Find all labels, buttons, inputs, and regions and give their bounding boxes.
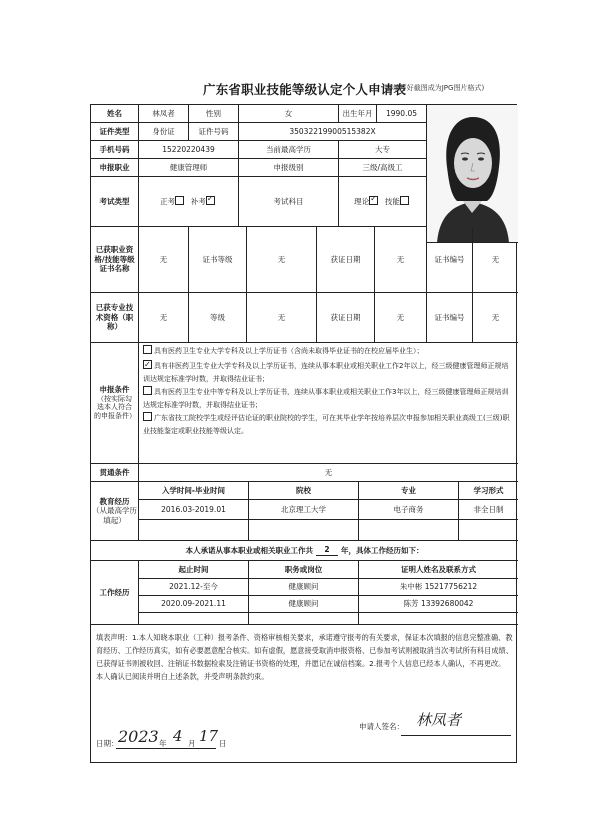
cert1-no-label: 证书编号	[427, 227, 473, 293]
conditions-note: （按实际勾选本人符合的申报条件）	[94, 394, 136, 421]
work-history-label: 工作经历	[91, 561, 139, 625]
edu-header-period: 入学时间-毕业时间	[139, 482, 249, 500]
cert1-label: 已获职业资格/技能等级证书名称	[91, 227, 139, 293]
edu-row-period: 2016.03-2019.01	[139, 500, 249, 520]
through-value: 无	[139, 464, 518, 482]
level-value: 三级/高级工	[339, 159, 427, 177]
edu-header-school: 院校	[249, 482, 359, 500]
work-empty-cell	[249, 613, 359, 625]
work-header-period: 起止时间	[139, 561, 249, 579]
cert2-date-value: 无	[375, 293, 427, 343]
work-row-period: 2021.12-至今	[139, 579, 249, 596]
id-type-label: 证件类型	[91, 123, 139, 141]
name-value: 林凤者	[139, 105, 189, 123]
date-month-unit: 月	[188, 739, 196, 748]
option-theory[interactable]: 理论✓	[354, 196, 380, 206]
theory-checkbox[interactable]	[369, 196, 378, 205]
cert1-grade-label: 证书等级	[189, 227, 247, 293]
work-row-position: 健康顾问	[249, 596, 359, 613]
applicant-photo	[427, 105, 518, 243]
work-years: 2	[316, 545, 338, 555]
edu-empty-cell	[459, 520, 518, 541]
cert2-no-label: 证书编号	[427, 293, 473, 343]
education-label: 当前最高学历	[239, 141, 339, 159]
portrait-image	[427, 105, 518, 243]
edu-row-mode: 非全日制	[459, 500, 518, 520]
work-empty-cell	[139, 613, 249, 625]
date-day: 17	[199, 727, 219, 745]
edu-header-mode: 学习形式	[459, 482, 518, 500]
birth-label: 出生年月	[339, 105, 377, 123]
condition-3-checkbox[interactable]	[143, 386, 152, 395]
work-row-reference: 朱中彬 15217756212	[359, 579, 518, 596]
work-empty-cell	[359, 613, 518, 625]
edu-header-major: 专业	[359, 482, 459, 500]
condition-item[interactable]: 具有医药卫生专业大学专科及以上学历证书（含尚未取得毕业证书的在校应届毕业生）；	[143, 345, 514, 358]
form-title: 广东省职业技能等级认定个人申请表	[203, 82, 407, 97]
conditions-label: 申报条件	[99, 385, 130, 395]
cert2-grade-label: 等级	[189, 293, 247, 343]
exam-subject-options	[339, 177, 427, 227]
cert2-no-value: 无	[473, 293, 518, 343]
education-history-note: （从最高学历填起）	[92, 506, 137, 525]
date-year: 2023	[118, 727, 159, 746]
first-exam-checkbox[interactable]	[175, 196, 184, 205]
id-type-value: 身份证	[139, 123, 189, 141]
date-label: 日期：	[96, 739, 119, 748]
level-label: 申报级别	[239, 159, 339, 177]
retake-checkbox[interactable]	[206, 196, 215, 205]
skill-checkbox[interactable]	[400, 196, 409, 205]
cert2-grade-value: 无	[247, 293, 317, 343]
condition-2-checkbox[interactable]	[143, 360, 152, 369]
work-summary: 本人承诺从事本职业或相关职业工作共 2 年，具体工作经历如下：	[91, 541, 518, 561]
cert2-label: 已获专业技术资格（职称）	[91, 293, 139, 343]
education-history-label-cell	[91, 482, 139, 541]
condition-item[interactable]: 具有医药卫生专业中等专科及以上学历证书，连续从事本职业或相关职业工作3年以上，经三级健康管理师正规培训达规定标准学时数，并取得结业证书；	[143, 388, 509, 409]
conditions-label-cell	[91, 343, 139, 464]
phone-value: 15220220439	[139, 141, 239, 159]
header	[0, 80, 596, 102]
option-skill[interactable]: 技能	[385, 196, 411, 206]
education-history-label: 教育经历	[99, 496, 130, 506]
edu-empty-cell	[249, 520, 359, 541]
id-no-label: 证件号码	[189, 123, 239, 141]
date-month: 4	[173, 727, 183, 745]
cert2-value: 无	[139, 293, 189, 343]
applicant-signature: 林凤者	[416, 711, 462, 729]
cert2-date-label: 获证日期	[317, 293, 375, 343]
birth-value: 1990.05	[377, 105, 427, 123]
declaration-text: 填表声明：1.本人知晓本职业（工种）报考条件、资格审核相关要求，承诺遵守报考的有关要求，保证本次填报的信息完整准确、教育经历、工作经历真实，如有必要愿意配合核实。如有虚假，愿意接受取消申报资格、已参加考试则被取消当次考试所有科目成绩、已获得证书则被收回、注销证书数据检索及注销证书资格的处理，并愿记在诚信档案。2.报考个人信息已经本人确认，不再更改。	[96, 633, 513, 668]
declaration-confirm: 本人确认已阅读并明白上述条款，并受声明条款约束。	[96, 672, 269, 681]
cert1-date-value: 无	[375, 227, 427, 293]
work-header-reference: 证明人姓名及联系方式	[359, 561, 518, 579]
work-row-position: 健康顾问	[249, 579, 359, 596]
form-subtitle: (填写好截图成为JPG图片格式)	[390, 84, 485, 92]
job-value: 健康管理师	[139, 159, 239, 177]
name-label: 姓名	[91, 105, 139, 123]
edu-empty-cell	[359, 520, 459, 541]
conditions-list	[139, 343, 518, 464]
option-retake[interactable]: 补考✓	[191, 196, 217, 206]
condition-item[interactable]: ✓具有非医药卫生专业大学专科及以上学历证书，连续从事本职业或相关职业工作2年以上，经三级健康管理师正规培训达规定标准学时数，并取得结业证书；	[143, 360, 514, 386]
condition-4-checkbox[interactable]	[143, 412, 152, 421]
date-year-unit: 年	[159, 739, 167, 748]
date-day-unit: 日	[219, 739, 227, 748]
edu-row-major: 电子商务	[359, 500, 459, 520]
signature-label: 申请人签名：	[359, 722, 404, 731]
education-value: 大专	[339, 141, 427, 159]
gender-value: 女	[239, 105, 339, 123]
id-no-value: 35032219900515382X	[239, 123, 427, 141]
option-first-exam[interactable]: 正考	[160, 196, 186, 206]
cert1-no-value: 无	[473, 227, 518, 293]
through-label: 贯通条件	[91, 464, 139, 482]
cert1-grade-value: 无	[247, 227, 317, 293]
date-line	[116, 748, 216, 749]
edu-row-school: 北京理工大学	[249, 500, 359, 520]
application-form	[90, 104, 517, 763]
edu-empty-cell	[139, 520, 249, 541]
exam-subject-label: 考试科目	[239, 177, 339, 227]
condition-item[interactable]: 广东省技工院校学生或经评估论证的职业院校的学生，可在其毕业学年按培养层次申报参加相关职业高级工(三级)职业技能鉴定或职业技能等级认定。	[143, 414, 510, 435]
condition-1-checkbox[interactable]	[143, 345, 152, 354]
gender-label: 性别	[189, 105, 239, 123]
cert1-date-label: 获证日期	[317, 227, 375, 293]
job-label: 申报职业	[91, 159, 139, 177]
work-header-position: 职务或岗位	[249, 561, 359, 579]
signature-line	[401, 735, 511, 736]
exam-type-label: 考试类型	[91, 177, 139, 227]
work-row-period: 2020.09-2021.11	[139, 596, 249, 613]
cert1-value: 无	[139, 227, 189, 293]
phone-label: 手机号码	[91, 141, 139, 159]
work-row-reference: 陈芳 13392680042	[359, 596, 518, 613]
exam-type-options	[139, 177, 239, 227]
